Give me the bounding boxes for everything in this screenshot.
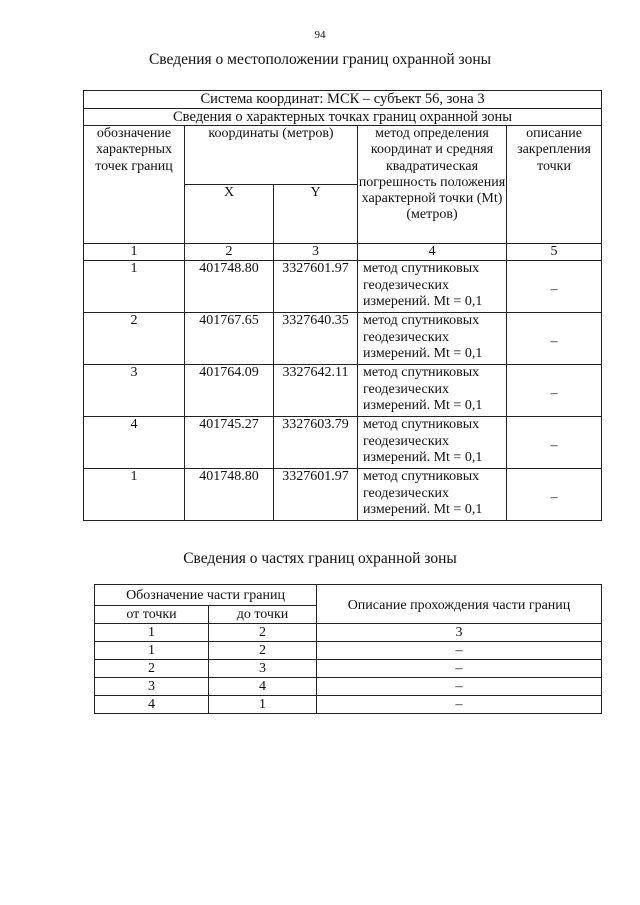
table-row — [84, 261, 602, 313]
table-row — [95, 678, 602, 696]
coord-y: 3327642.11 — [274, 365, 358, 417]
description-dash: – — [507, 417, 602, 469]
column-number: 3 — [317, 624, 602, 642]
from-point: 4 — [95, 696, 209, 714]
table-row — [84, 469, 602, 521]
header-method: метод определения координат и средняя квадратическая погрешность положения характерной точки (Mt) (метров) — [358, 126, 507, 244]
section-title-header: Сведения о характерных точках границ охранной зоны — [84, 108, 602, 126]
section-title-boundary-parts: Сведения о частях границ охранной зоны — [183, 550, 457, 567]
header-part-description: Описание прохождения части границ — [317, 585, 602, 624]
coord-y: 3327640.35 — [274, 313, 358, 365]
point-number: 1 — [84, 469, 185, 521]
method-text: метод спутниковых геодезических измерений. Mt = 0,1 — [358, 417, 507, 469]
from-point: 2 — [95, 660, 209, 678]
table-row — [95, 660, 602, 678]
header-y: Y — [274, 185, 358, 244]
part-description: – — [317, 660, 602, 678]
from-point: 1 — [95, 642, 209, 660]
part-description: – — [317, 642, 602, 660]
table-row — [84, 365, 602, 417]
point-number: 1 — [84, 261, 185, 313]
coord-x: 401748.80 — [185, 261, 274, 313]
column-number: 1 — [84, 244, 185, 261]
from-point: 3 — [95, 678, 209, 696]
column-number: 4 — [358, 244, 507, 261]
coord-x: 401748.80 — [185, 469, 274, 521]
column-number: 2 — [185, 244, 274, 261]
to-point: 3 — [209, 660, 317, 678]
coord-y: 3327601.97 — [274, 261, 358, 313]
coord-system-header: Система координат: МСК – субъект 56, зона 3 — [84, 91, 602, 109]
table-row — [95, 642, 602, 660]
part-description: – — [317, 696, 602, 714]
part-description: – — [317, 678, 602, 696]
method-text: метод спутниковых геодезических измерений. Mt = 0,1 — [358, 469, 507, 521]
header-description: описание закрепления точки — [507, 126, 602, 244]
coord-x: 401767.65 — [185, 313, 274, 365]
header-part-designation: Обозначение части границ — [95, 585, 317, 606]
point-number: 3 — [84, 365, 185, 417]
to-point: 2 — [209, 642, 317, 660]
coord-y: 3327601.97 — [274, 469, 358, 521]
boundary-points-table — [83, 90, 602, 521]
description-dash: – — [507, 365, 602, 417]
description-dash: – — [507, 313, 602, 365]
column-numbers-row — [84, 244, 602, 261]
column-number: 1 — [95, 624, 209, 642]
method-text: метод спутниковых геодезических измерений. Mt = 0,1 — [358, 313, 507, 365]
header-x: X — [185, 185, 274, 244]
point-number: 2 — [84, 313, 185, 365]
header-from-point: от точки — [95, 606, 209, 624]
header-to-point: до точки — [209, 606, 317, 624]
header-coords: координаты (метров) — [185, 126, 358, 185]
column-number: 5 — [507, 244, 602, 261]
to-point: 1 — [209, 696, 317, 714]
to-point: 4 — [209, 678, 317, 696]
coord-y: 3327603.79 — [274, 417, 358, 469]
table-row — [84, 313, 602, 365]
column-number: 3 — [274, 244, 358, 261]
coord-x: 401745.27 — [185, 417, 274, 469]
description-dash: – — [507, 261, 602, 313]
boundary-parts-table — [94, 584, 602, 714]
document-title-boundaries: Сведения о местоположении границ охранной зоны — [148, 51, 492, 68]
description-dash: – — [507, 469, 602, 521]
coord-x: 401764.09 — [185, 365, 274, 417]
method-text: метод спутниковых геодезических измерений. Mt = 0,1 — [358, 365, 507, 417]
table-row — [84, 417, 602, 469]
method-text: метод спутниковых геодезических измерений. Mt = 0,1 — [358, 261, 507, 313]
table-row — [95, 696, 602, 714]
header-designation: обозначение характерных точек границ — [84, 126, 185, 244]
column-numbers-row — [95, 624, 602, 642]
column-number: 2 — [209, 624, 317, 642]
page-number: 94 — [314, 29, 326, 41]
point-number: 4 — [84, 417, 185, 469]
